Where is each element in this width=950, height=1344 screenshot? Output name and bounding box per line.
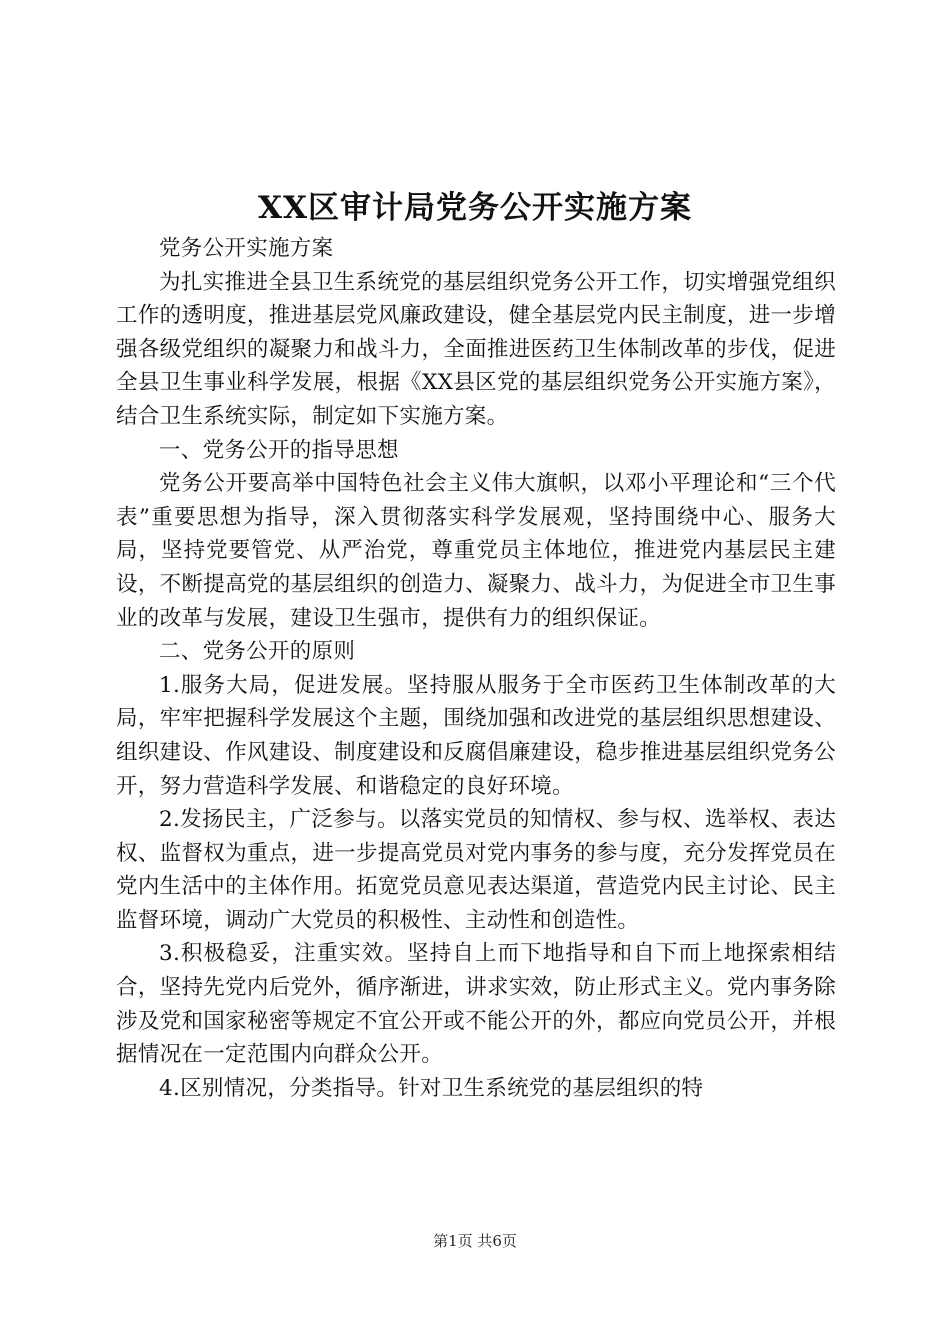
- principle-1-paragraph: 1.服务大局，促进发展。坚持服从服务于全市医药卫生体制改革的大局，牢牢把握科学发展这个主题，围绕加强和改进党的基层组织思想建设、组织建设、作风建设、制度建设和反腐倡廉建设，稳步推进基层组织党务公开，努力营造科学发展、和谐稳定的良好环境。: [116, 672, 836, 799]
- principle-3-paragraph: 3.积极稳妥，注重实效。坚持自上而下地指导和自下而上地探索相结合，坚持先党内后党外，循序渐进，讲求实效，防止形式主义。党内事务除涉及党和国家秘密等规定不宜公开或不能公开的外，都应向党员公开，并根据情况在一定范围内向群众公开。: [116, 941, 836, 1068]
- guiding-ideology-paragraph: 党务公开要高举中国特色社会主义伟大旗帜，以邓小平理论和“三个代表”重要思想为指导，深入贯彻落实科学发展观，坚持围绕中心、服务大局，坚持党要管党、从严治党，尊重党员主体地位，推进党内基层民主建设，不断提高党的基层组织的创造力、凝聚力、战斗力，为促进全市卫生事业的改革与发展，建设卫生强市，提供有力的组织保证。: [116, 471, 836, 631]
- subtitle-paragraph: 党务公开实施方案: [159, 236, 334, 261]
- page-number-footer: 第1页 共6页: [433, 1232, 517, 1250]
- principle-4-paragraph: 4.区别情况，分类指导。针对卫生系统党的基层组织的特: [159, 1075, 704, 1101]
- document-body: [116, 232, 836, 1105]
- intro-paragraph: 为扎实推进全县卫生系统党的基层组织党务公开工作，切实增强党组织工作的透明度，推进基层党风廉政建设，健全基层党内民主制度，进一步增强各级党组织的凝聚力和战斗力，全面推进医药卫生体制改革的步伐，促进全县卫生事业科学发展，根据《XX县区党的基层组织党务公开实施方案》，结合卫生系统实际，制定如下实施方案。: [116, 269, 836, 429]
- section-heading-guiding-ideology: 一、党务公开的指导思想: [159, 437, 399, 463]
- section-heading-principles: 二、党务公开的原则: [159, 639, 356, 665]
- document-title: XX区审计局党务公开实施方案: [257, 190, 693, 226]
- principle-2-paragraph: 2.发扬民主，广泛参与。以落实党员的知情权、参与权、选举权、表达权、监督权为重点，进一步提高党员对党内事务的参与度，充分发挥党员在党内生活中的主体作用。拓宽党员意见表达渠道，营造党内民主讨论、民主监督环境，调动广大党员的积极性、主动性和创造性。: [116, 807, 836, 933]
